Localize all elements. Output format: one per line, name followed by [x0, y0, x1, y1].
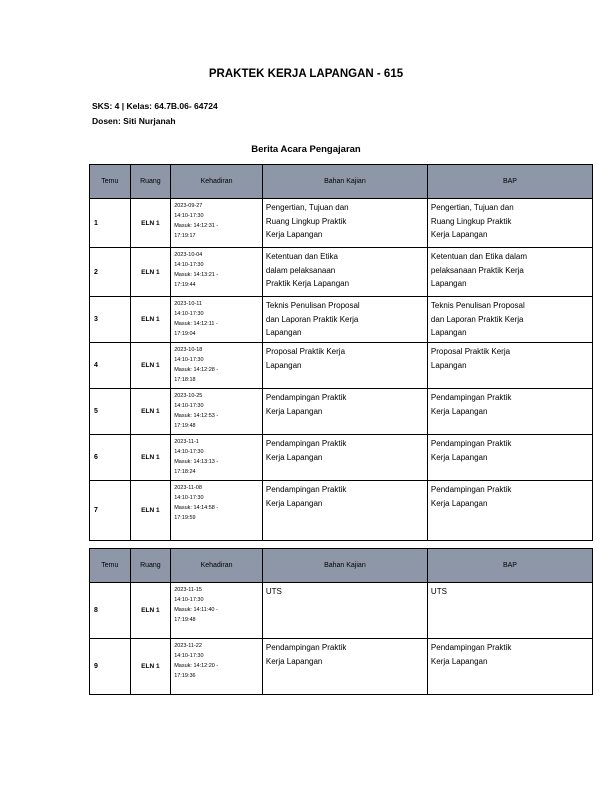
- table-row: [90, 343, 593, 389]
- header-ruang: Ruang: [130, 165, 171, 199]
- cell-bap: [427, 435, 592, 481]
- cell-ruang: [130, 248, 171, 297]
- cell-bahan-kajian: [262, 639, 427, 695]
- cell-ruang: [130, 199, 171, 248]
- cell-temu-text: 7: [94, 507, 98, 514]
- class-info: SKS: 4 | Kelas: 64.7B.06- 64724: [92, 101, 218, 111]
- cell-kehadiran: [171, 199, 263, 248]
- cell-bahan-kajian-text: Proposal Praktik Kerja Lapangan: [265, 347, 346, 370]
- cell-ruang: [130, 639, 171, 695]
- cell-kehadiran-text: 2023-11-08 14:10-17:30 Masuk: 14:14:58 - 17:19:59: [174, 485, 219, 521]
- cell-bap-text: Pendampingan Praktik Kerja Lapangan: [430, 643, 512, 666]
- cell-bap-text: Pendampingan Praktik Kerja Lapangan: [430, 393, 512, 416]
- table-row: [90, 435, 593, 481]
- cell-bap-text: Teknis Penulisan Proposal dan Laporan Praktik Kerja Lapangan: [430, 301, 525, 337]
- header-kehadiran: Kehadiran: [171, 165, 263, 199]
- header-bap: BAP: [427, 549, 592, 583]
- cell-kehadiran-text: 2023-10-18 14:10-17:30 Masuk: 14:12:28 - 17:18:18: [174, 347, 219, 383]
- table-row: [90, 199, 593, 248]
- cell-bap: [427, 481, 592, 541]
- cell-bap: [427, 639, 592, 695]
- section-title: Berita Acara Pengajaran: [251, 144, 361, 155]
- cell-bap-text: UTS: [430, 587, 447, 596]
- cell-kehadiran: [171, 583, 263, 639]
- cell-bap-text: Pengertian, Tujuan dan Ruang Lingkup Praktik Kerja Lapangan: [430, 203, 514, 239]
- cell-kehadiran: [171, 297, 263, 343]
- cell-ruang: [130, 481, 171, 541]
- cell-bahan-kajian: [262, 199, 427, 248]
- table-row: [90, 639, 593, 695]
- table-header-row: [90, 549, 593, 583]
- cell-temu: [90, 639, 131, 695]
- cell-temu-text: 1: [94, 219, 98, 227]
- cell-bahan-kajian: [262, 297, 427, 343]
- table-row: [90, 583, 593, 639]
- cell-ruang: [130, 389, 171, 435]
- cell-temu: [90, 248, 131, 297]
- cell-kehadiran-text: 2023-11-22 14:10-17:30 Masuk: 14:12:20 - 17:19:36: [174, 643, 219, 679]
- cell-temu: [90, 435, 131, 481]
- cell-kehadiran-text: 2023-09-27 14:10-17:30 Masuk: 14:12:31 - 17:19:17: [174, 203, 219, 239]
- cell-temu-text: 5: [94, 408, 98, 415]
- cell-ruang-text: ELN 1: [141, 362, 160, 369]
- cell-kehadiran: [171, 389, 263, 435]
- cell-bap-text: Ketentuan dan Etika dalam pelaksanaan Praktik Kerja Lapangan: [430, 252, 527, 288]
- cell-kehadiran-text: 2023-11-1 14:10-17:30 Masuk: 14:13:13 - 17:18:24: [174, 439, 219, 475]
- cell-bahan-kajian: [262, 583, 427, 639]
- cell-kehadiran: [171, 435, 263, 481]
- cell-kehadiran-text: 2023-10-04 14:10-17:30 Masuk: 14:13:21 - 17:19:44: [174, 252, 219, 288]
- cell-ruang-text: ELN 1: [141, 268, 160, 276]
- header-ruang: Ruang: [130, 549, 171, 583]
- cell-ruang-text: ELN 1: [141, 607, 160, 614]
- cell-ruang: [130, 297, 171, 343]
- cell-temu: [90, 481, 131, 541]
- cell-bahan-kajian: [262, 343, 427, 389]
- cell-bap: [427, 297, 592, 343]
- cell-ruang: [130, 583, 171, 639]
- cell-temu: [90, 199, 131, 248]
- cell-ruang-text: ELN 1: [141, 507, 160, 514]
- cell-temu-text: 3: [94, 316, 98, 323]
- attendance-table-part2: [89, 548, 593, 695]
- cell-temu: [90, 389, 131, 435]
- cell-bahan-kajian: [262, 248, 427, 297]
- page-title: PRAKTEK KERJA LAPANGAN - 615: [208, 68, 404, 80]
- table-row: [90, 248, 593, 297]
- cell-bahan-kajian-text: Pendampingan Praktik Kerja Lapangan: [265, 485, 347, 508]
- cell-bahan-kajian-text: Pengertian, Tujuan dan Ruang Lingkup Praktik Kerja Lapangan: [265, 203, 349, 239]
- cell-temu-text: 9: [94, 663, 98, 670]
- cell-temu: [90, 297, 131, 343]
- cell-bahan-kajian-text: Pendampingan Praktik Kerja Lapangan: [265, 643, 347, 666]
- header-temu: Temu: [90, 549, 131, 583]
- cell-temu: [90, 343, 131, 389]
- cell-temu-text: 4: [94, 362, 98, 369]
- cell-kehadiran-text: 2023-10-11 14:10-17:30 Masuk: 14:12:11 - 17:19:04: [174, 301, 218, 337]
- cell-bahan-kajian: [262, 389, 427, 435]
- cell-bahan-kajian-text: Ketentuan dan Etika dalam pelaksanaan Praktik Kerja Lapangan: [265, 252, 350, 288]
- table-header-row: [90, 165, 593, 199]
- cell-kehadiran: [171, 639, 263, 695]
- cell-kehadiran: [171, 343, 263, 389]
- cell-bap-text: Pendampingan Praktik Kerja Lapangan: [430, 485, 512, 508]
- cell-bahan-kajian-text: UTS: [265, 587, 282, 596]
- lecturer-info: Dosen: Siti Nurjanah: [92, 116, 176, 126]
- cell-kehadiran-text: 2023-10-25 14:10-17:30 Masuk: 14:12:53 - 17:19:48: [174, 393, 219, 429]
- cell-kehadiran-text: 2023-11-15 14:10-17:30 Masuk: 14:11:40 - 17:19:48: [174, 587, 218, 623]
- header-kehadiran: Kehadiran: [171, 549, 263, 583]
- cell-temu-text: 6: [94, 454, 98, 461]
- header-bap: BAP: [427, 165, 592, 199]
- cell-bap: [427, 248, 592, 297]
- cell-bap: [427, 583, 592, 639]
- table-row: [90, 481, 593, 541]
- cell-ruang-text: ELN 1: [141, 408, 160, 415]
- cell-bap-text: Pendampingan Praktik Kerja Lapangan: [430, 439, 512, 462]
- cell-ruang-text: ELN 1: [141, 663, 160, 670]
- cell-bahan-kajian: [262, 481, 427, 541]
- cell-kehadiran: [171, 248, 263, 297]
- cell-bap: [427, 389, 592, 435]
- cell-bahan-kajian-text: Pendampingan Praktik Kerja Lapangan: [265, 393, 347, 416]
- cell-bap: [427, 199, 592, 248]
- table-row: [90, 389, 593, 435]
- cell-bap-text: Proposal Praktik Kerja Lapangan: [430, 347, 511, 370]
- attendance-table-part1: [89, 164, 593, 541]
- cell-temu-text: 2: [94, 268, 98, 276]
- header-bahan-kajian: Bahan Kajian: [262, 165, 427, 199]
- cell-ruang-text: ELN 1: [141, 219, 160, 227]
- cell-temu-text: 8: [94, 607, 98, 614]
- cell-ruang-text: ELN 1: [141, 316, 160, 323]
- cell-ruang: [130, 435, 171, 481]
- cell-ruang: [130, 343, 171, 389]
- header-bahan-kajian: Bahan Kajian: [262, 549, 427, 583]
- cell-ruang-text: ELN 1: [141, 454, 160, 461]
- table-row: [90, 297, 593, 343]
- cell-bahan-kajian-text: Teknis Penulisan Proposal dan Laporan Praktik Kerja Lapangan: [265, 301, 360, 337]
- cell-bap: [427, 343, 592, 389]
- cell-kehadiran: [171, 481, 263, 541]
- header-temu: Temu: [90, 165, 131, 199]
- cell-bahan-kajian-text: Pendampingan Praktik Kerja Lapangan: [265, 439, 347, 462]
- cell-bahan-kajian: [262, 435, 427, 481]
- cell-temu: [90, 583, 131, 639]
